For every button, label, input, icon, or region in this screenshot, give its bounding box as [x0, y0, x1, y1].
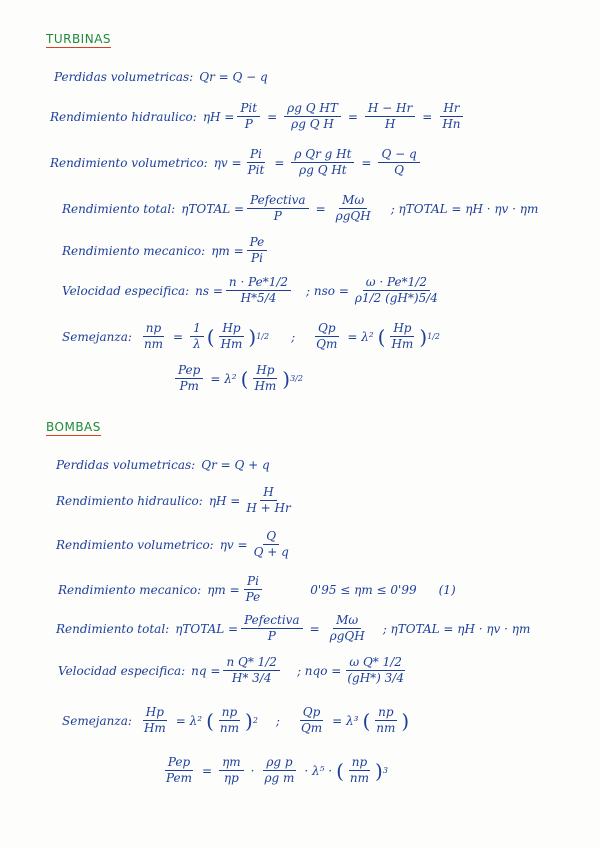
bombas-total-lhs: ηTOTAL = [175, 621, 239, 636]
fraction: $\frac{Hr}{Hn}$ [442, 101, 461, 131]
fraction: $\frac{Hp}{Hm}$ [391, 321, 414, 351]
fraction: $\frac{\eta m}{\eta p}$ [219, 756, 244, 785]
bombas-perdidas-eq: Qr = Q + q [201, 458, 270, 472]
fraction: $\frac{Pi}{Pe}$ [245, 574, 261, 604]
bombas-mecanico-lhs: ηm = [207, 582, 240, 597]
turbinas-especifica-lhs2: ; nso = [306, 283, 349, 298]
bombas-mecanico-note: (1) [438, 582, 456, 597]
bombas-especifica-lhs1: nq = [191, 663, 221, 678]
turbinas-mecanico-line [62, 236, 270, 265]
fraction: $\frac{\text{Pep}}{\text{Pem}}$ [166, 755, 193, 785]
fraction: $\frac{\text{ω Q* 1/2}}{(gH*) 3/4}$ [347, 655, 404, 685]
turbinas-semejanza-line: Semejanza: $\frac{np}{nm}$ = $\frac{1}{\lambda}$ ( $\frac{Hp}{Hm}$ ) 1/2 ; $\frac{Qp}{Qm}$ = λ² ( $\frac{Hp}{Hm}$ ) 1/2 [62, 321, 440, 351]
fraction: $\frac{\text{ρg p}}{\text{ρg m}}$ [264, 755, 295, 785]
bombas-volumetrico-label: Rendimiento volumetrico: [56, 537, 214, 552]
turbinas-total-lhs: ηTOTAL = [181, 201, 245, 216]
turbinas-mecanico-label: Rendimiento mecanico: [62, 243, 206, 258]
fraction: $\frac{Pe}{Pi}$ [247, 236, 268, 265]
turbinas-especifica-line [62, 276, 444, 305]
bombas-especifica-lhs2: ; nqo = [296, 663, 342, 678]
bombas-heading: BOMBAS [46, 420, 101, 434]
turbinas-volumetrico-line: Rendimiento volumetrico: ηv = $\frac{Pi}{\text{Pit}}$ = $\frac{\text{ρ Qr g Ht}}{\text{ρg Q Ht}}$ = $\frac{Q - q}{Q}$ [50, 148, 423, 177]
fraction: $\frac{Qp}{Qm}$ [300, 705, 323, 735]
fraction: $\frac{Qp}{Qm}$ [316, 321, 338, 351]
bombas-semejanza-line: Semejanza: $\frac{Hp}{Hm}$ = λ² ( $\frac{np}{nm}$ ) 2 ; $\frac{Qp}{Qm}$ = λ³ ( $\frac{np}{nm}$ ) [62, 705, 410, 735]
turbinas-hidraulico-lhs: ηH = [202, 109, 235, 124]
turbinas-hidraulico-line: Rendimiento hidraulico: ηH = $\frac{\text{Pit}}{P}$ = $\frac{\text{ρg Q HT}}{\text{ρg Q H}}$ = $\frac{H - Hr}{H}$ = $\frac{Hr}{Hn}$ [50, 102, 467, 131]
turbinas-semejanza-label: Semejanza: [62, 329, 132, 344]
turbinas-perdidas-line [54, 70, 268, 84]
turbinas-especifica-lhs1: ns = [195, 283, 223, 298]
turbinas-volumetrico-lhs: ηv = [213, 155, 242, 170]
turbinas-total-line: Rendimiento total: ηTOTAL = $\frac{\text{Pefectiva}}{P}$ = $\frac{M\omega}{\text{ρgQH}}$ ; ηTOTAL = ηH · ηv · ηm [62, 193, 539, 223]
bombas-especifica-label: Velocidad especifica: [58, 663, 186, 678]
bombas-mecanico-range: 0'95 ≤ ηm ≤ 0'99 [310, 582, 417, 597]
fraction: $\frac{np}{nm}$ [219, 705, 239, 735]
turbinas-heading: TURBINAS [46, 32, 112, 46]
bombas-especifica-line [58, 656, 410, 685]
turbinas-especifica-label: Velocidad especifica: [62, 283, 190, 298]
fraction: $\frac{H - Hr}{H}$ [365, 102, 415, 131]
fraction: $\frac{\text{ρ Qr g Ht}}{\text{ρg Q Ht}}$ [291, 148, 354, 177]
fraction: $\frac{Hp}{Hm}$ [254, 363, 277, 393]
turbinas-perdidas-eq: Qr = Q − q [199, 70, 268, 84]
bombas-hidraulico-label: Rendimiento hidraulico: [56, 493, 203, 508]
bombas-semejanza-label: Semejanza: [62, 713, 132, 728]
fraction: $\frac{n \cdot Pe*1/2}{H*5/4}$ [226, 276, 291, 305]
fraction: $\frac{Q - q}{Q}$ [378, 148, 419, 177]
bombas-perdidas-label: Perdidas volumetricas: [56, 458, 196, 472]
turbinas-perdidas-label: Perdidas volumetricas: [54, 70, 194, 84]
bombas-total-rhs: ; ηTOTAL = ηH · ηv · ηm [382, 621, 531, 636]
fraction: $\frac{\omega \cdot Pe*1/2}{\rho 1/2 (gH*)5/4}$ [354, 275, 438, 305]
bombas-hidraulico-lhs: ηH = [208, 493, 241, 508]
fraction: $\frac{1}{\lambda}$ [190, 322, 204, 351]
fraction: $\frac{Hp}{Hm}$ [220, 321, 243, 351]
fraction: $\frac{Q}{Q + q}$ [253, 529, 289, 559]
turbinas-total-rhs: ; ηTOTAL = ηH · ηv · ηm [390, 201, 539, 216]
fraction: $\frac{\text{Pefectiva}}{P}$ [241, 614, 303, 643]
bombas-hidraulico-line [56, 486, 297, 515]
turbinas-semejanza-potencia-line: $\frac{\text{Pep}}{Pm}$ = λ² ( $\frac{Hp}{Hm}$ ) 3/2 [172, 364, 303, 393]
bombas-total-line: Rendimiento total: ηTOTAL = $\frac{\text{Pefectiva}}{P}$ = $\frac{M\omega}{\text{ρgQH}}$ ; ηTOTAL = ηH · ηv · ηm [56, 613, 531, 643]
fraction: $\frac{\text{n Q* 1/2}}{H* 3/4}$ [223, 656, 280, 685]
turbinas-total-label: Rendimiento total: [62, 201, 176, 216]
bombas-volumetrico-line [56, 530, 295, 559]
fraction: $\frac{\text{Pefectiva}}{P}$ [247, 194, 309, 223]
fraction: $\frac{Hp}{Hm}$ [143, 705, 166, 735]
bombas-perdidas-line [56, 458, 270, 472]
bombas-volumetrico-lhs: ηv = [219, 537, 248, 552]
fraction: $\frac{M\omega}{\text{ρgQH}}$ [335, 193, 371, 223]
fraction: $\frac{np}{nm}$ [349, 755, 370, 785]
bombas-semejanza-potencia-line: $\frac{\text{Pep}}{\text{Pem}}$ = $\frac{\eta m}{\eta p}$ · $\frac{\text{ρg p}}{\text{ρg m}}$ · λ⁵ · ( $\frac{np}{nm}$ ) 3 [160, 756, 388, 785]
fraction: $\frac{\text{Pep}}{Pm}$ [175, 364, 203, 393]
fraction: $\frac{H}{H + Hr}$ [246, 485, 291, 515]
turbinas-hidraulico-label: Rendimiento hidraulico: [50, 109, 197, 124]
fraction: $\frac{Pi}{\text{Pit}}$ [247, 147, 265, 177]
bombas-mecanico-label: Rendimiento mecanico: [58, 582, 202, 597]
bombas-mecanico-line [58, 575, 456, 604]
fraction: $\frac{\text{ρg Q HT}}{\text{ρg Q H}}$ [284, 102, 341, 131]
bombas-total-label: Rendimiento total: [56, 621, 170, 636]
fraction: $\frac{np}{nm}$ [376, 705, 396, 735]
turbinas-mecanico-lhs: ηm = [211, 243, 244, 258]
fraction: $\frac{\text{Pit}}{P}$ [237, 102, 260, 131]
fraction: $\frac{np}{nm}$ [143, 321, 164, 351]
turbinas-volumetrico-label: Rendimiento volumetrico: [50, 155, 208, 170]
fraction: $\frac{M\omega}{\text{ρgQH}}$ [329, 613, 365, 643]
